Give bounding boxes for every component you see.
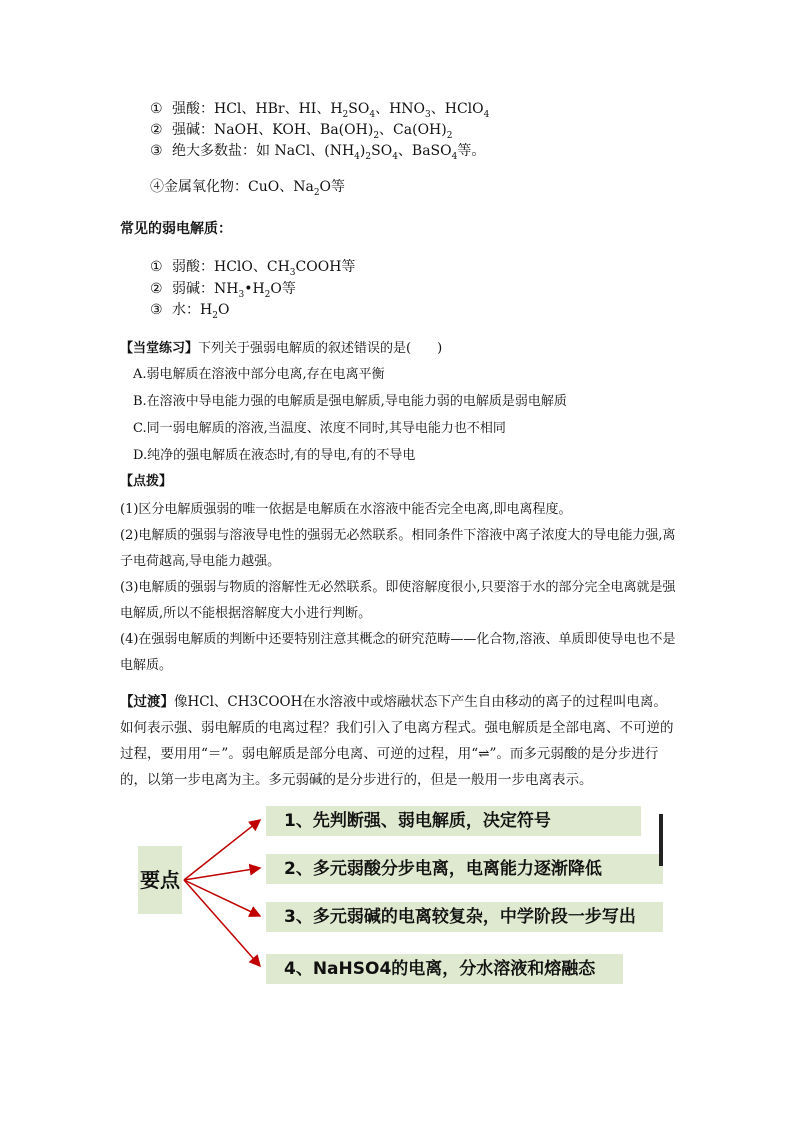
strong-salt-line: ③ 绝大多数盐：如 NaCl、$(NH_4)_2SO_4$、BaSO$_4$等。 xyxy=(150,143,486,162)
tip-item: (2)电解质的强弱与溶液导电性的强弱无必然联系。相同条件下溶液中离子浓度大的导电能力强,离子电荷越高,导电能力越强。 xyxy=(120,528,676,569)
arrow-2 xyxy=(184,868,260,880)
exercise-question: 【当堂练习】下列关于强弱电解质的叙述错误的是( ) xyxy=(120,341,443,356)
arrow-3 xyxy=(184,880,260,916)
tips-heading: 【点拨】 xyxy=(120,474,173,489)
exercise-option-c: C.同一弱电解质的溶液,当温度、浓度不同时,其导电能力也不相同 xyxy=(133,421,506,436)
key-points-diagram xyxy=(130,806,663,989)
arrow-1 xyxy=(184,820,260,880)
weak-acid-line: ① 弱酸：HClO、$CH_3COOH$等 xyxy=(150,259,356,278)
weak-heading: 常见的弱电解质： xyxy=(120,221,232,237)
arrow-4 xyxy=(184,880,260,966)
center-label: 要点 xyxy=(138,846,182,914)
key-point-1: 1、先判断强、弱电解质，决定符号 xyxy=(266,806,641,836)
key-point-2: 2、多元弱酸分步电离，电离能力逐渐降低 xyxy=(266,854,663,884)
exercise-option-d: D.纯净的强电解质在液态时,有的导电,有的不导电 xyxy=(133,448,416,463)
key-point-3: 3、多元弱碱的电离较复杂，中学阶段一步写出 xyxy=(266,902,663,932)
weak-base-line: ② 弱碱：$NH_3•H_2O$等 xyxy=(150,281,296,300)
strong-acid-line: ① 强酸：HCl、HBr、HI、$H_2SO_4$、$HNO_3$、HClO$_4$ xyxy=(150,101,490,120)
tip-item: (4)在强弱电解质的判断中还要特别注意其概念的研究范畴——化合物,溶液、单质即使导电也不是电解质。 xyxy=(120,632,676,673)
water-line: ③ 水：$H_2O$ xyxy=(150,302,230,321)
tip-item: (3)电解质的强弱与物质的溶解性无必然联系。即使溶解度很小,只要溶于水的部分完全电离就是强电解质,所以不能根据溶解度大小进行判断。 xyxy=(120,580,676,621)
exercise-option-b: B.在溶液中导电能力强的电解质是强电解质,导电能力弱的电解质是弱电解质 xyxy=(133,394,567,409)
metal-oxide-line: ④金属氧化物：CuO、$Na_2O$等 xyxy=(150,179,346,198)
key-point-4: 4、NaHSO4的电离，分水溶液和熔融态 xyxy=(266,954,623,984)
exercise-option-a: A.弱电解质在溶液中部分电离,存在电离平衡 xyxy=(133,367,385,382)
transition-paragraph: 【过渡】像HCl、CH3COOH在水溶液中或熔融状态下产生自由移动的离子的过程叫电离。如何表示强、弱电解质的电离过程？我们引入了电离方程式。强电解质是全部电离、不可逆的过程，要用用“＝”。弱电解质是部分电离、可逆的过程，用“⇌”。而多元弱酸的是分步进行的，以第一步电离为主。多元弱碱的是分步进行的，但是一般用一步电离表示。 xyxy=(120,694,674,788)
strong-base-line: ② 强碱：NaOH、KOH、$Ba(OH)_2$、$Ca(OH)_2$ xyxy=(150,122,453,141)
tip-item: (1)区分电解质强弱的唯一依据是电解质在水溶液中能否完全电离,即电离程度。 xyxy=(120,502,572,517)
tips-body xyxy=(120,497,680,679)
slide-edge xyxy=(659,814,663,866)
